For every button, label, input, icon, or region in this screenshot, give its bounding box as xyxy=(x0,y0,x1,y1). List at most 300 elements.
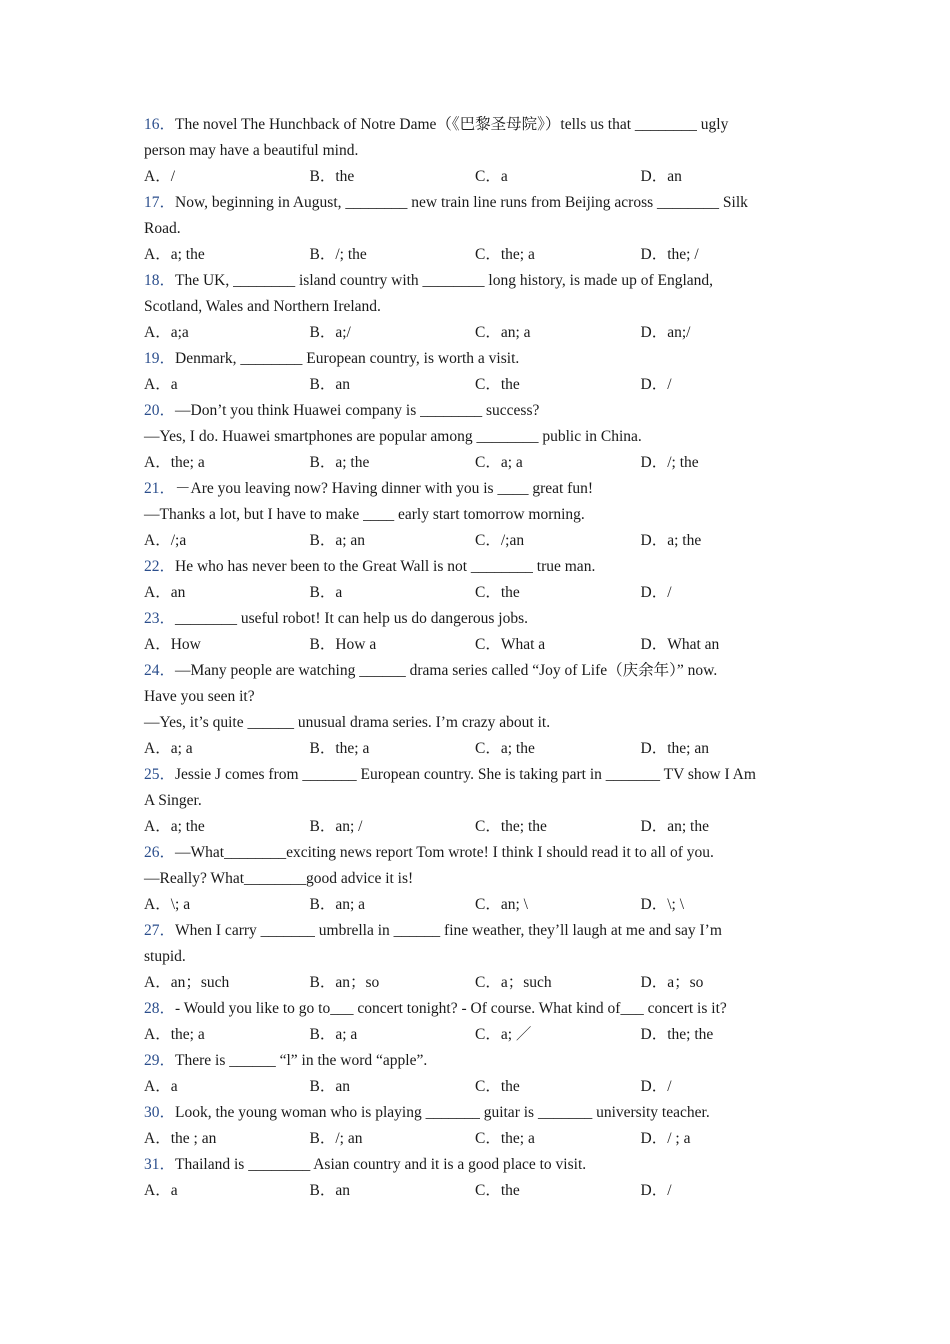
option-text: /;a xyxy=(170,532,187,549)
question-text: Denmark, ________ European country, is worth a visit. xyxy=(175,350,520,367)
option-text: the xyxy=(500,1078,520,1095)
option-letter: C xyxy=(475,636,486,653)
question-number: 28 xyxy=(144,1000,160,1017)
option-text: /; an xyxy=(335,1130,363,1147)
option-separator: ． xyxy=(651,1078,668,1095)
option-letter: D xyxy=(640,1182,652,1199)
option-b[interactable] xyxy=(310,528,476,554)
option-text: \; a xyxy=(170,896,191,913)
option-separator: ． xyxy=(485,532,501,549)
option-d[interactable] xyxy=(641,632,807,658)
question-line xyxy=(144,1048,814,1074)
question-text: stupid. xyxy=(144,948,186,965)
option-c[interactable] xyxy=(475,580,641,606)
option-text: a xyxy=(170,376,178,393)
option-letter: B xyxy=(309,1078,320,1095)
option-c[interactable] xyxy=(475,242,641,268)
option-letter: C xyxy=(475,584,486,601)
option-a[interactable] xyxy=(144,892,310,918)
option-separator: ． xyxy=(651,974,668,991)
answer-options xyxy=(144,1126,814,1152)
option-d[interactable] xyxy=(641,1074,807,1100)
option-letter: D xyxy=(640,246,652,263)
option-text: the; the xyxy=(500,818,547,835)
option-c[interactable] xyxy=(475,450,641,476)
option-b[interactable] xyxy=(310,814,476,840)
answer-options xyxy=(144,632,814,658)
question-text: Have you seen it? xyxy=(144,688,255,705)
option-separator: ． xyxy=(319,1182,336,1199)
option-b[interactable] xyxy=(310,372,476,398)
question-line xyxy=(144,424,814,450)
option-text: an; \ xyxy=(500,896,528,913)
worksheet-page xyxy=(144,112,814,1204)
option-text: / xyxy=(667,1182,672,1199)
question-text: Road. xyxy=(144,220,181,237)
option-separator: ． xyxy=(155,454,171,471)
question-number: 27 xyxy=(144,922,160,939)
option-c[interactable] xyxy=(475,736,641,762)
option-letter: C xyxy=(475,1130,486,1147)
option-text: a; ／ xyxy=(500,1026,532,1043)
question-text: —Yes, it’s quite ______ unusual drama series. I’m crazy about it. xyxy=(144,714,551,731)
option-letter: A xyxy=(144,818,156,835)
option-separator: ． xyxy=(155,896,171,913)
option-b[interactable] xyxy=(310,164,476,190)
option-letter: C xyxy=(475,454,486,471)
question-number-separator: ． xyxy=(159,610,176,627)
option-separator: ． xyxy=(651,324,668,341)
question-line xyxy=(144,476,814,502)
question-31 xyxy=(144,1152,814,1204)
question-number: 20 xyxy=(144,402,160,419)
option-separator: ． xyxy=(155,974,171,991)
option-separator: ． xyxy=(155,324,171,341)
option-text: the; a xyxy=(170,1026,205,1043)
option-text: the; a xyxy=(170,454,205,471)
option-text: an xyxy=(667,168,682,185)
question-line xyxy=(144,788,814,814)
option-a[interactable] xyxy=(144,1074,310,1100)
question-line xyxy=(144,1100,814,1126)
option-text: the xyxy=(500,1182,520,1199)
option-text: How xyxy=(170,636,201,653)
option-d[interactable] xyxy=(641,320,807,346)
option-separator: ． xyxy=(319,636,336,653)
question-19 xyxy=(144,346,814,398)
option-separator: ． xyxy=(485,1026,501,1043)
option-text: an xyxy=(335,376,350,393)
option-a[interactable] xyxy=(144,1022,310,1048)
option-text: the; an xyxy=(667,740,709,757)
option-separator: ． xyxy=(319,454,336,471)
option-text: the; a xyxy=(335,740,370,757)
question-line xyxy=(144,762,814,788)
option-text: an; / xyxy=(335,818,363,835)
option-separator: ． xyxy=(651,532,668,549)
option-d[interactable] xyxy=(641,450,807,476)
option-text: a;/ xyxy=(335,324,351,341)
option-separator: ． xyxy=(651,1026,668,1043)
option-a[interactable] xyxy=(144,320,310,346)
option-text: What an xyxy=(667,636,720,653)
option-c[interactable] xyxy=(475,320,641,346)
question-number-separator: ． xyxy=(159,116,176,133)
answer-options xyxy=(144,970,814,996)
option-text: a; the xyxy=(667,532,702,549)
option-d[interactable] xyxy=(641,242,807,268)
option-letter: C xyxy=(475,1078,486,1095)
option-d[interactable] xyxy=(641,164,807,190)
question-number-separator: ． xyxy=(159,1156,176,1173)
option-separator: ． xyxy=(319,974,336,991)
option-a[interactable] xyxy=(144,372,310,398)
option-a[interactable] xyxy=(144,164,310,190)
option-separator: ． xyxy=(485,246,501,263)
option-c[interactable] xyxy=(475,1022,641,1048)
question-23 xyxy=(144,606,814,658)
option-separator: ． xyxy=(155,168,171,185)
question-number-separator: ． xyxy=(159,558,176,575)
question-line xyxy=(144,1152,814,1178)
option-separator: ． xyxy=(485,454,501,471)
question-number-separator: ． xyxy=(159,662,176,679)
question-text: Scotland, Wales and Northern Ireland. xyxy=(144,298,381,315)
option-text: / xyxy=(170,168,176,185)
question-line xyxy=(144,190,814,216)
question-number-separator: ． xyxy=(159,350,176,367)
option-d[interactable] xyxy=(641,528,807,554)
option-letter: C xyxy=(475,1182,486,1199)
question-number-separator: ． xyxy=(159,480,176,497)
option-text: a;a xyxy=(170,324,189,341)
option-a[interactable] xyxy=(144,242,310,268)
option-c[interactable] xyxy=(475,1178,641,1204)
option-separator: ． xyxy=(155,740,171,757)
option-separator: ． xyxy=(319,896,336,913)
option-a[interactable] xyxy=(144,736,310,762)
option-letter: A xyxy=(144,1130,156,1147)
question-text: —Many people are watching ______ drama series called “Joy of Life（庆余年）” now. xyxy=(175,662,718,679)
question-29 xyxy=(144,1048,814,1100)
option-c[interactable] xyxy=(475,1126,641,1152)
option-text: the; / xyxy=(667,246,699,263)
option-letter: D xyxy=(640,740,652,757)
answer-options xyxy=(144,580,814,606)
option-b[interactable] xyxy=(310,632,476,658)
option-c[interactable] xyxy=(475,632,641,658)
option-text: an xyxy=(170,584,186,601)
question-number-separator: ． xyxy=(159,922,176,939)
option-text: / ; a xyxy=(667,1130,691,1147)
option-letter: D xyxy=(640,636,652,653)
option-letter: B xyxy=(309,584,320,601)
question-16 xyxy=(144,112,814,190)
question-line xyxy=(144,996,814,1022)
question-number: 21 xyxy=(144,480,160,497)
option-d[interactable] xyxy=(641,580,807,606)
answer-options xyxy=(144,1022,814,1048)
option-text: the; a xyxy=(500,1130,535,1147)
question-text: —Really? What________good advice it is! xyxy=(144,870,414,887)
option-letter: D xyxy=(640,324,652,341)
option-letter: D xyxy=(640,896,652,913)
option-text: / xyxy=(667,376,672,393)
question-line xyxy=(144,684,814,710)
option-letter: A xyxy=(144,376,156,393)
option-text: an；so xyxy=(335,974,380,991)
question-line xyxy=(144,112,814,138)
question-line xyxy=(144,944,814,970)
option-d[interactable] xyxy=(641,1022,807,1048)
option-a[interactable] xyxy=(144,1178,310,1204)
option-separator: ． xyxy=(485,168,501,185)
option-text: an；such xyxy=(170,974,230,991)
question-26 xyxy=(144,840,814,918)
question-line xyxy=(144,216,814,242)
option-letter: D xyxy=(640,818,652,835)
question-line xyxy=(144,840,814,866)
option-c[interactable] xyxy=(475,372,641,398)
option-a[interactable] xyxy=(144,970,310,996)
question-number: 22 xyxy=(144,558,160,575)
option-separator: ． xyxy=(651,1182,668,1199)
question-text: —Yes, I do. Huawei smartphones are popular among ________ public in China. xyxy=(144,428,642,445)
option-separator: ． xyxy=(651,818,668,835)
question-24 xyxy=(144,658,814,762)
option-text: the xyxy=(500,584,520,601)
option-b[interactable] xyxy=(310,892,476,918)
question-text: - Would you like to go to___ concert tonight? - Of course. What kind of___ concert is it? xyxy=(175,1000,727,1017)
option-separator: ． xyxy=(319,324,336,341)
question-text: A Singer. xyxy=(144,792,202,809)
option-text: a；such xyxy=(500,974,552,991)
option-letter: A xyxy=(144,246,156,263)
answer-options xyxy=(144,892,814,918)
option-c[interactable] xyxy=(475,528,641,554)
option-b[interactable] xyxy=(310,580,476,606)
option-d[interactable] xyxy=(641,814,807,840)
question-number-separator: ． xyxy=(159,1104,176,1121)
option-text: an xyxy=(335,1078,350,1095)
option-c[interactable] xyxy=(475,970,641,996)
option-letter: B xyxy=(309,1130,320,1147)
option-text: /; the xyxy=(667,454,699,471)
question-text: There is ______ “l” in the word “apple”. xyxy=(175,1052,428,1069)
option-text: a; the xyxy=(170,818,205,835)
answer-options xyxy=(144,528,814,554)
option-text: the ; an xyxy=(170,1130,217,1147)
option-letter: A xyxy=(144,1182,156,1199)
option-separator: ． xyxy=(319,376,336,393)
option-separator: ． xyxy=(155,1130,171,1147)
question-number: 24 xyxy=(144,662,160,679)
option-text: a; the xyxy=(335,454,370,471)
option-separator: ． xyxy=(485,896,501,913)
answer-options xyxy=(144,242,814,268)
option-a[interactable] xyxy=(144,450,310,476)
option-letter: B xyxy=(309,454,320,471)
option-c[interactable] xyxy=(475,1074,641,1100)
option-separator: ． xyxy=(485,584,501,601)
option-text: \; \ xyxy=(667,896,685,913)
question-line xyxy=(144,554,814,580)
question-text: Look, the young woman who is playing _______ guitar is _______ university teacher. xyxy=(175,1104,710,1121)
question-line xyxy=(144,918,814,944)
question-line xyxy=(144,138,814,164)
question-line xyxy=(144,398,814,424)
option-b[interactable] xyxy=(310,242,476,268)
question-number: 23 xyxy=(144,610,160,627)
answer-options xyxy=(144,814,814,840)
option-b[interactable] xyxy=(310,320,476,346)
option-separator: ． xyxy=(485,324,501,341)
option-d[interactable] xyxy=(641,736,807,762)
option-letter: D xyxy=(640,532,652,549)
option-letter: D xyxy=(640,454,652,471)
option-letter: B xyxy=(309,1182,320,1199)
question-text: When I carry _______ umbrella in ______ fine weather, they’ll laugh at me and say I’m xyxy=(175,922,722,939)
option-b[interactable] xyxy=(310,1178,476,1204)
question-17 xyxy=(144,190,814,268)
question-number: 18 xyxy=(144,272,160,289)
option-separator: ． xyxy=(319,740,336,757)
option-letter: B xyxy=(309,636,320,653)
option-a[interactable] xyxy=(144,632,310,658)
option-letter: B xyxy=(309,740,320,757)
option-text: a xyxy=(335,584,343,601)
option-text: /;an xyxy=(500,532,525,549)
question-number-separator: ． xyxy=(159,1052,176,1069)
question-number: 19 xyxy=(144,350,160,367)
question-20 xyxy=(144,398,814,476)
option-letter: B xyxy=(309,376,320,393)
option-text: an; a xyxy=(335,896,366,913)
option-d[interactable] xyxy=(641,372,807,398)
option-letter: C xyxy=(475,1026,486,1043)
option-separator: ． xyxy=(651,740,668,757)
option-text: a xyxy=(500,168,508,185)
option-separator: ． xyxy=(155,376,171,393)
question-text: The novel The Hunchback of Notre Dame（《巴黎圣母院》）tells us that ________ ugly xyxy=(175,116,729,133)
option-text: the; the xyxy=(667,1026,714,1043)
option-letter: A xyxy=(144,584,156,601)
option-separator: ． xyxy=(155,532,171,549)
option-letter: D xyxy=(640,376,652,393)
answer-options xyxy=(144,450,814,476)
option-a[interactable] xyxy=(144,814,310,840)
option-separator: ． xyxy=(319,818,336,835)
question-number: 25 xyxy=(144,766,160,783)
option-letter: B xyxy=(309,818,320,835)
option-d[interactable] xyxy=(641,970,807,996)
option-letter: A xyxy=(144,896,156,913)
option-separator: ． xyxy=(155,1182,171,1199)
option-letter: A xyxy=(144,1078,156,1095)
option-letter: B xyxy=(309,532,320,549)
option-letter: C xyxy=(475,168,486,185)
option-letter: D xyxy=(640,168,652,185)
option-letter: D xyxy=(640,1026,652,1043)
answer-options xyxy=(144,1074,814,1100)
option-separator: ． xyxy=(485,974,501,991)
option-a[interactable] xyxy=(144,1126,310,1152)
option-separator: ． xyxy=(319,1130,336,1147)
option-text: / xyxy=(667,1078,672,1095)
answer-options xyxy=(144,164,814,190)
option-letter: B xyxy=(309,324,320,341)
option-b[interactable] xyxy=(310,1022,476,1048)
option-separator: ． xyxy=(155,1026,171,1043)
option-text: a; a xyxy=(500,454,523,471)
option-separator: ． xyxy=(485,376,501,393)
question-text: Jessie J comes from _______ European country. She is taking part in _______ TV show I Am xyxy=(175,766,756,783)
option-b[interactable] xyxy=(310,736,476,762)
question-text: person may have a beautiful mind. xyxy=(144,142,359,159)
option-letter: C xyxy=(475,974,486,991)
option-a[interactable] xyxy=(144,528,310,554)
option-letter: B xyxy=(309,168,320,185)
option-d[interactable] xyxy=(641,1126,807,1152)
option-separator: ． xyxy=(319,584,336,601)
option-separator: ． xyxy=(155,1078,171,1095)
option-b[interactable] xyxy=(310,1074,476,1100)
option-c[interactable] xyxy=(475,164,641,190)
question-28 xyxy=(144,996,814,1048)
option-d[interactable] xyxy=(641,1178,807,1204)
option-b[interactable] xyxy=(310,450,476,476)
question-number-separator: ． xyxy=(159,402,176,419)
option-separator: ． xyxy=(485,818,501,835)
option-text: a; a xyxy=(335,1026,358,1043)
question-22 xyxy=(144,554,814,606)
option-separator: ． xyxy=(485,740,501,757)
option-separator: ． xyxy=(651,454,668,471)
question-number-separator: ． xyxy=(159,844,176,861)
question-text: The UK, ________ island country with ________ long history, is made up of England, xyxy=(175,272,714,289)
option-separator: ． xyxy=(319,168,336,185)
option-letter: A xyxy=(144,168,156,185)
option-separator: ． xyxy=(155,636,171,653)
question-line xyxy=(144,658,814,684)
option-c[interactable] xyxy=(475,892,641,918)
question-line xyxy=(144,268,814,294)
question-number-separator: ． xyxy=(159,766,176,783)
option-b[interactable] xyxy=(310,970,476,996)
option-b[interactable] xyxy=(310,1126,476,1152)
option-separator: ． xyxy=(651,376,668,393)
option-separator: ． xyxy=(651,636,668,653)
option-letter: B xyxy=(309,1026,320,1043)
option-letter: A xyxy=(144,324,156,341)
option-letter: A xyxy=(144,454,156,471)
option-letter: B xyxy=(309,896,320,913)
question-21 xyxy=(144,476,814,554)
option-separator: ． xyxy=(485,1078,501,1095)
option-text: What a xyxy=(500,636,546,653)
option-c[interactable] xyxy=(475,814,641,840)
option-d[interactable] xyxy=(641,892,807,918)
option-letter: C xyxy=(475,896,486,913)
option-separator: ． xyxy=(485,636,501,653)
option-text: the; a xyxy=(500,246,535,263)
option-text: a; the xyxy=(500,740,535,757)
option-a[interactable] xyxy=(144,580,310,606)
question-number: 17 xyxy=(144,194,160,211)
question-number-separator: ． xyxy=(159,1000,176,1017)
question-line xyxy=(144,866,814,892)
option-letter: C xyxy=(475,324,486,341)
